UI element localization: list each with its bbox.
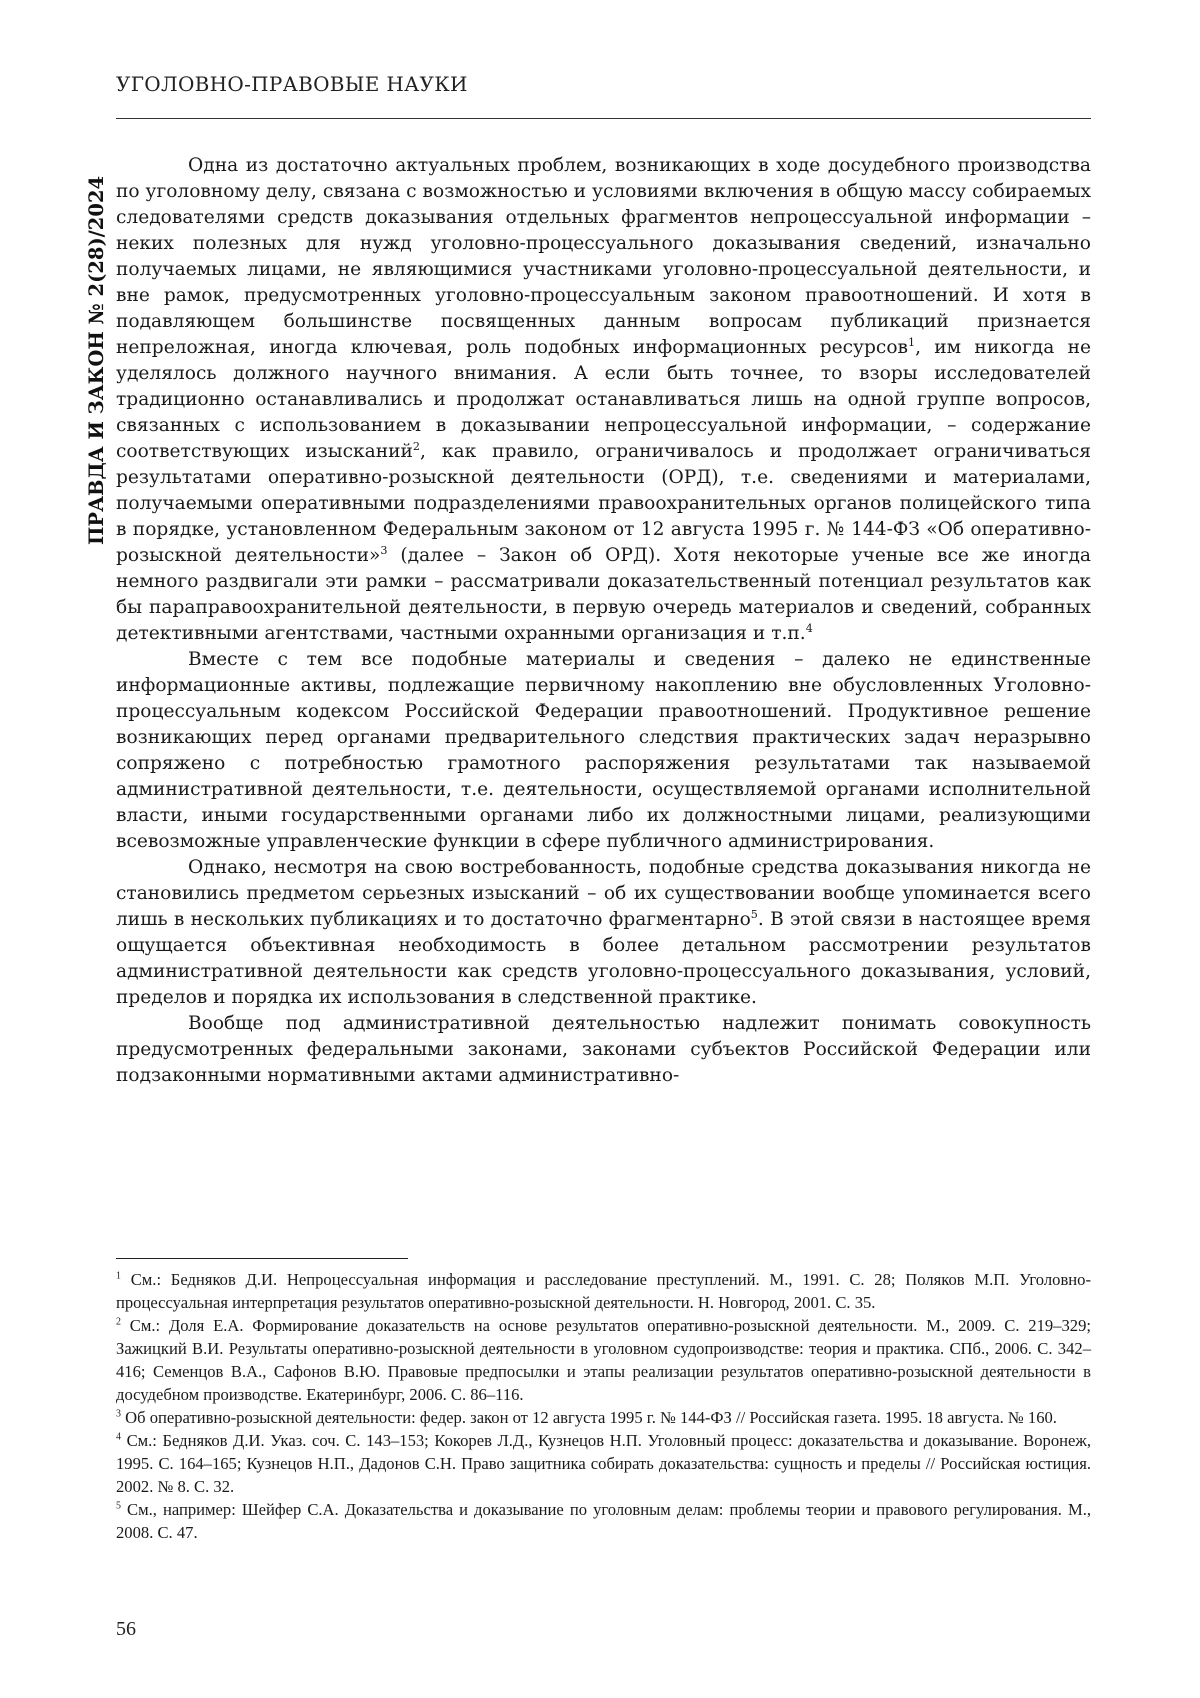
running-header: УГОЛОВНО-ПРАВОВЫЕ НАУКИ [116,72,468,96]
article-body [116,153,1091,1089]
footnote-1 [116,1268,1091,1314]
footnote-ref-1[interactable]: 1 [907,335,916,349]
footnotes [116,1268,1091,1544]
footnote-text: См.: Бедняков Д.И. Непроцессуальная информация и расследование преступлений. М., 1991. С. 28; Поляков М.П. Уголовно-процессуальная интерпретация результатов оперативно-розыскной деятельности. Н. Новгород, 2001. С. 35. [116,1270,1091,1312]
paragraph-1: Одна из достаточно актуальных проблем, возникающих в ходе досудебного производства по уголовному делу, связана с возможностью и условиями включения в общую массу собираемых следователями средств доказывания отдельных фрагментов непроцессуальной информации – неких полезных для нужд уголовно-процессуального доказывания сведений, изначально получаемых лицами, не являющимися участниками уголовно-процессуальной деятельности, и вне рамок, предусмотренных уголовно-процессуальным законом правоотношений. И хотя в подавляющем большинстве посвященных данным вопросам публикаций признается непреложная, иногда ключевая, роль подобных информационных ресурсов$^1$, им никогда не уделялось должного научного внимания. А если быть точнее, то взоры исследователей традиционно останавливались и продолжат останавливаться лишь на одной группе вопросов, связанных с использованием в доказывании непроцессуальной информации, – содержание соответствующих изысканий$^2$, как правило, ограничивалось и продолжает ограничиваться результатами оперативно-розыскной деятельности (ОРД), т.е. сведениями и материалами, получаемыми оперативными подразделениями правоохранительных органов полицейского типа в порядке, установленном Федеральным законом от 12 августа 1995 г. № 144-ФЗ «Об оперативно-розыскной деятельности»$^3$ (далее – Закон об ОРД). Хотя некоторые ученые все же иногда немного раздвигали эти рамки – рассматривали доказательственный потенциал результатов как бы параправоохранительной деятельности, в первую очередь материалов и сведений, собранных детективными агентствами, частными охранными организация и т.п.$^4$ [116,155,1091,644]
footnote-2 [116,1314,1091,1406]
paragraph-4: Вообще под административной деятельностью надлежит понимать совокупность предусмотренных федеральными законами, законами субъектов Российской Федерации или подзаконными нормативными актами административно- [116,1013,1091,1086]
page-number: 56 [116,1618,136,1640]
footnote-text: См., например: Шейфер С.А. Доказательства и доказывание по уголовным делам: проблемы теории и правового регулирования. М., 2008. С. 47. [116,1500,1091,1542]
journal-side-title: ПРАВДА И ЗАКОН № 2(28)/2024 [85,175,108,545]
footnote-ref-2[interactable]: 2 [412,439,421,453]
footnote-number: 5 [116,1500,121,1512]
footnote-number: 3 [116,1408,121,1420]
footnote-separator [116,1258,408,1259]
paragraph-2: Вместе с тем все подобные материалы и сведения – далеко не единственные информационные активы, подлежащие первичному накоплению вне обусловленных Уголовно-процессуальным кодексом Российской Федерации правоотношений. Продуктивное решение возникающих перед органами предварительного следствия практических задач неразрывно сопряжено с потребностью грамотного распоряжения результатами так называемой административной деятельности, т.е. деятельности, осуществляемой органами исполнительной власти, иными государственными органами либо их должностными лицами, реализующими всевозможные управленческие функции в сфере публичного администрирования. [116,649,1091,852]
footnote-ref-4[interactable]: 4 [805,621,813,635]
footnote-4 [116,1429,1091,1498]
footnote-3 [116,1406,1091,1429]
footnote-number: 2 [116,1316,121,1328]
footnote-ref-5[interactable]: 5 [750,907,758,921]
footnote-text: Об оперативно-розыскной деятельности: федер. закон от 12 августа 1995 г. № 144-ФЗ // Российская газета. 1995. 18 августа. № 160. [120,1408,1057,1427]
paragraph-3: Однако, несмотря на свою востребованность, подобные средства доказывания никогда не становились предметом серьезных изысканий – об их существовании вообще упоминается всего лишь в нескольких публикациях и то достаточно фрагментарно$^5$. В этой связи в настоящее время ощущается объективная необходимость в более детальном рассмотрении результатов административной деятельности как средств уголовно-процессуального доказывания, условий, пределов и порядка их использования в следственной практике. [116,857,1092,1008]
footnote-text: См.: Бедняков Д.И. Указ. соч. С. 143–153; Кокорев Л.Д., Кузнецов Н.П. Уголовный процесс: доказательства и доказывание. Воронеж, 1995. С. 164–165; Кузнецов Н.П., Дадонов С.Н. Право защитника собирать доказательства: сущность и пределы // Российская юстиция. 2002. № 8. С. 32. [116,1431,1091,1496]
footnote-ref-3[interactable]: 3 [380,543,388,557]
header-rule [116,118,1091,119]
footnote-text: См.: Доля Е.А. Формирование доказательств на основе результатов оперативно-розыскной деятельности. М., 2009. С. 219–329; Зажицкий В.И. Результаты оперативно-розыскной деятельности в уголовном судопроизводстве: теория и практика. СПб., 2006. С. 342–416; Семенцов В.А., Сафонов В.Ю. Правовые предпосылки и этапы реализации результатов оперативно-розыскной деятельности в досудебном производстве. Екатеринбург, 2006. С. 86–116. [116,1316,1091,1404]
footnote-number: 4 [116,1431,121,1443]
footnote-5 [116,1498,1091,1544]
footnote-number: 1 [116,1270,121,1282]
